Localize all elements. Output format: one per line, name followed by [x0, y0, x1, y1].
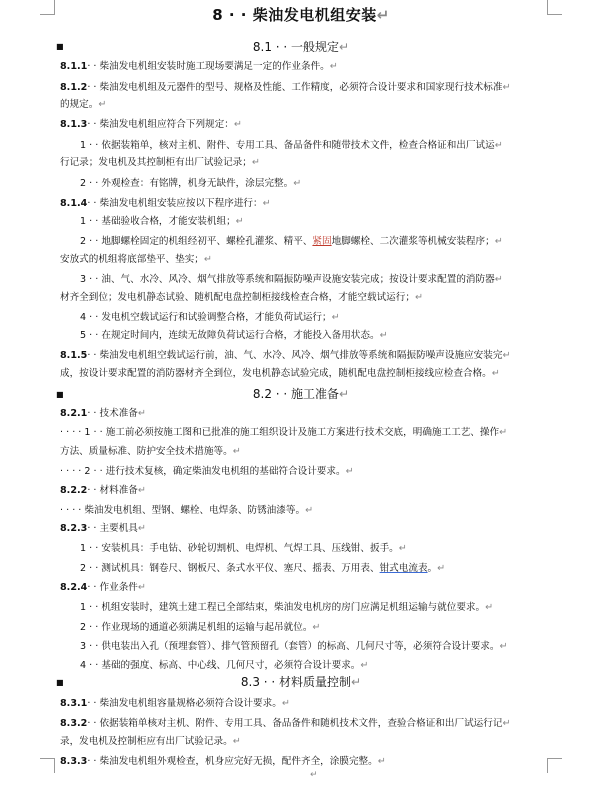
text-line[interactable]: [60, 735, 570, 748]
paragraph-mark: ↵: [485, 602, 494, 613]
line-text: · · 柴油发电机组空载试运行前，油、气、水冷、风冷、烟气排放等系统和隔振防噪声设施应安装完: [87, 350, 503, 361]
margin-corner-bottom-left: [40, 758, 55, 773]
line-text: 2 · · 测试机具：钢卷尺、钢板尺、条式水平仪、塞尺、摇表、万用表、: [80, 563, 380, 574]
clause-number: 8.2.3: [60, 523, 88, 534]
clause-number: 8.3.3: [60, 756, 88, 767]
clause-number: 8.3.2: [60, 718, 88, 729]
text-line[interactable]: [80, 621, 590, 634]
paragraph-mark: ↵: [502, 718, 511, 729]
line-text: 录，发电机及控制柜应有出厂试验记录。: [60, 736, 233, 747]
text-line[interactable]: [60, 755, 570, 768]
paragraph-mark: ↵: [414, 292, 424, 303]
text-line[interactable]: [60, 118, 570, 131]
clause-number: 8.1.5: [60, 350, 88, 361]
paragraph-mark: ↵: [251, 157, 260, 168]
line-text: 1 · · 依据装箱单，核对主机、附件、专用工具、备品备件和随带技术文件，检查合格证和出厂试运: [80, 140, 495, 151]
text-line[interactable]: [60, 522, 570, 535]
paragraph-mark: ↵: [262, 198, 271, 209]
paragraph-mark: ↵: [232, 736, 241, 747]
heading-text: 8.3 · · 材料质量控制: [240, 675, 352, 689]
paragraph-mark: ↵: [137, 408, 146, 419]
paragraph-mark: ↵: [494, 236, 503, 247]
heading-text: 8.1 · · 一般规定: [252, 40, 340, 54]
paragraph-mark: ↵: [502, 82, 511, 93]
line-text: 安放式的机组将底部垫平、垫实；: [60, 254, 204, 265]
text-line[interactable]: [60, 253, 570, 266]
text-line[interactable]: [80, 311, 590, 324]
clause-number: 8.3.1: [60, 698, 88, 709]
text-line[interactable]: [80, 273, 590, 286]
text-line[interactable]: [80, 139, 590, 152]
paragraph-mark: ↵: [98, 99, 107, 110]
paragraph-mark: ↵: [499, 427, 508, 438]
paragraph-mark: ↵: [233, 119, 242, 130]
text-line[interactable]: [80, 562, 590, 575]
line-text: 1 · · 安装机具：手电钻、砂轮切割机、电焊机、气焊工具、压线钳、扳手。: [80, 543, 399, 554]
text-line[interactable]: [80, 542, 590, 555]
paragraph-mark: ↵: [494, 274, 503, 285]
line-text: · · 技术准备: [87, 408, 138, 419]
paragraph-mark: ↵: [499, 641, 508, 652]
paragraph-mark: ↵: [398, 543, 407, 554]
line-text: 3 · · 油、气、水冷、风冷、烟气排放等系统和隔振防噪声设施安装完成；按设计要求配置的消防器: [80, 274, 495, 285]
line-text: · · 作业条件: [87, 582, 138, 593]
text-line[interactable]: [60, 465, 570, 478]
list-bullet-icon: ■: [56, 42, 64, 51]
paragraph-mark: ↵: [437, 563, 446, 574]
text-line[interactable]: [60, 156, 570, 169]
end-paragraph-mark: ↵: [310, 770, 318, 780]
paragraph-mark: ↵: [494, 140, 503, 151]
text-line[interactable]: [60, 197, 570, 210]
line-text: 1 · · 基础验收合格，才能安装机组；: [80, 216, 236, 227]
text-line[interactable]: [60, 581, 570, 594]
text-line[interactable]: [60, 367, 570, 380]
line-text: · · 柴油发电机组容量规格必须符合设计要求。: [87, 698, 282, 709]
text-line[interactable]: [80, 640, 590, 653]
paragraph-mark: ↵: [281, 698, 290, 709]
line-text: 的规定。: [60, 99, 99, 110]
title-text: 8 · · 柴油发电机组安装: [212, 6, 377, 24]
text-line[interactable]: [60, 717, 570, 730]
text-line[interactable]: [60, 445, 570, 458]
paragraph-mark: ↵: [137, 582, 146, 593]
text-line[interactable]: [80, 659, 590, 672]
line-text: 1 · · 机组安装时，建筑土建工程已全部结束，柴油发电机房的房门应满足机组运输与就位要求。: [80, 602, 486, 613]
line-text: 2 · · 地脚螺栓固定的机组经初平、螺栓孔灌浆、精平、: [80, 236, 313, 247]
clause-number: 8.1.2: [60, 82, 88, 93]
paragraph-mark: ↵: [379, 330, 388, 341]
line-text: · · 柴油发电机组及元器件的型号、规格及性能、工作精度，必须符合设计要求和国家现行技术标准: [87, 82, 503, 93]
line-text: 2 · · 外观检查：有铭牌，机身无缺件，涂层完整。: [80, 178, 294, 189]
line-text: · · 依据装箱单核对主机、附件、专用工具、备品备件和随机技术文件，查验合格证和出厂试运行记: [87, 718, 503, 729]
line-text: · · 柴油发电机组安装应按以下程序进行：: [87, 198, 263, 209]
text-line[interactable]: [60, 697, 570, 710]
text-line[interactable]: [80, 177, 590, 190]
text-line[interactable]: [60, 349, 570, 362]
text-line[interactable]: [60, 60, 570, 73]
line-text: 4 · · 发电机空载试运行和试验调整合格，才能负荷试运行；: [80, 312, 332, 323]
list-bullet-icon: ■: [56, 678, 64, 687]
line-text: 2 · · 作业现场的通道必须满足机组的运输与起吊就位。: [80, 622, 313, 633]
line-text: · · 柴油发电机组应符合下列规定：: [87, 119, 234, 130]
line-text: · · · · 1 · · 施工前必须按施工图和已批准的施工组织设计及施工方案进行技术交底，明确施工工艺、操作: [60, 427, 500, 438]
clause-number: 8.2.2: [60, 485, 88, 496]
list-bullet-icon: ■: [56, 390, 64, 399]
paragraph-mark: ↵: [345, 466, 354, 477]
text-line[interactable]: [60, 407, 570, 420]
paragraph-mark: ↵: [293, 178, 302, 189]
line-text-after: 地脚螺栓、二次灌浆等机械安装程序；: [331, 236, 495, 247]
clause-number: 8.1.4: [60, 198, 88, 209]
paragraph-mark: ↵: [137, 485, 146, 496]
text-line[interactable]: [60, 291, 570, 304]
line-text: 方法、质量标准、防护安全技术措施等。: [60, 446, 233, 457]
text-line[interactable]: [80, 235, 590, 248]
paragraph-mark: ↵: [312, 622, 321, 633]
paragraph-mark: ↵: [331, 312, 340, 323]
paragraph-mark: ↵: [502, 350, 511, 361]
document-title[interactable]: [0, 4, 602, 25]
text-line[interactable]: [60, 484, 570, 497]
line-text: · · 柴油发电机组外观检查，机身应完好无损，配件齐全，涂膜完整。: [87, 756, 378, 767]
paragraph-mark: ↵: [329, 61, 338, 72]
clause-number: 8.2.4: [60, 582, 88, 593]
paragraph-mark: ↵: [376, 6, 390, 24]
line-text: · · · · 柴油发电机组、型钢、螺栓、电焊条、防锈油漆等。: [60, 505, 306, 516]
line-text: 5 · · 在规定时间内，连续无故障负荷试运行合格，才能投入备用状态。: [80, 330, 380, 341]
line-text: 行记录；发电机及其控制柜有出厂试验记录；: [60, 157, 252, 168]
line-text: · · 柴油发电机组安装时施工现场要满足一定的作业条件。: [87, 61, 330, 72]
paragraph-mark: ↵: [203, 254, 212, 265]
paragraph-mark: ↵: [339, 387, 350, 401]
line-text: 成，按设计要求配置的消防器材齐全到位，发电机静态试验完成，随机配电盘控制柜接线应检查合格。: [60, 368, 492, 379]
text-line[interactable]: [60, 81, 570, 94]
paragraph-mark: ↵: [232, 446, 241, 457]
text-line[interactable]: [80, 329, 590, 342]
line-text-after: 。: [427, 563, 438, 574]
grammar-underline[interactable]: 钳式电流表: [379, 563, 428, 574]
line-text: 材齐全到位；发电机静态试验、随机配电盘控制柜接线检查合格，才能空载试运行；: [60, 292, 415, 303]
paragraph-mark: ↵: [360, 660, 369, 671]
paragraph-mark: ↵: [491, 368, 500, 379]
line-text: 4 · · 基础的强度、标高、中心线、几何尺寸，必须符合设计要求。: [80, 660, 361, 671]
text-line[interactable]: [80, 215, 590, 228]
clause-number: 8.2.1: [60, 408, 88, 419]
text-line[interactable]: [80, 601, 590, 614]
line-text: 3 · · 供电装出入孔（预埋套管）、排气管预留孔（套管）的标高、几何尺寸等，必须符合设计要求。: [80, 641, 500, 652]
paragraph-mark: ↵: [235, 216, 244, 227]
paragraph-mark: ↵: [351, 675, 362, 689]
line-text: · · 材料准备: [87, 485, 138, 496]
spellcheck-underline[interactable]: 紧固: [312, 236, 332, 247]
text-line[interactable]: [60, 504, 570, 517]
line-text: · · 主要机具: [87, 523, 138, 534]
paragraph-mark: ↵: [377, 756, 386, 767]
clause-number: 8.1.3: [60, 119, 88, 130]
paragraph-mark: ↵: [137, 523, 146, 534]
text-line[interactable]: [60, 426, 570, 439]
heading-text: 8.2 · · 施工准备: [252, 387, 340, 401]
text-line[interactable]: [60, 98, 570, 111]
paragraph-mark: ↵: [305, 505, 314, 516]
line-text: · · · · 2 · · 进行技术复核，确定柴油发电机组的基础符合设计要求。: [60, 466, 346, 477]
clause-number: 8.1.1: [60, 61, 88, 72]
paragraph-mark: ↵: [339, 40, 350, 54]
